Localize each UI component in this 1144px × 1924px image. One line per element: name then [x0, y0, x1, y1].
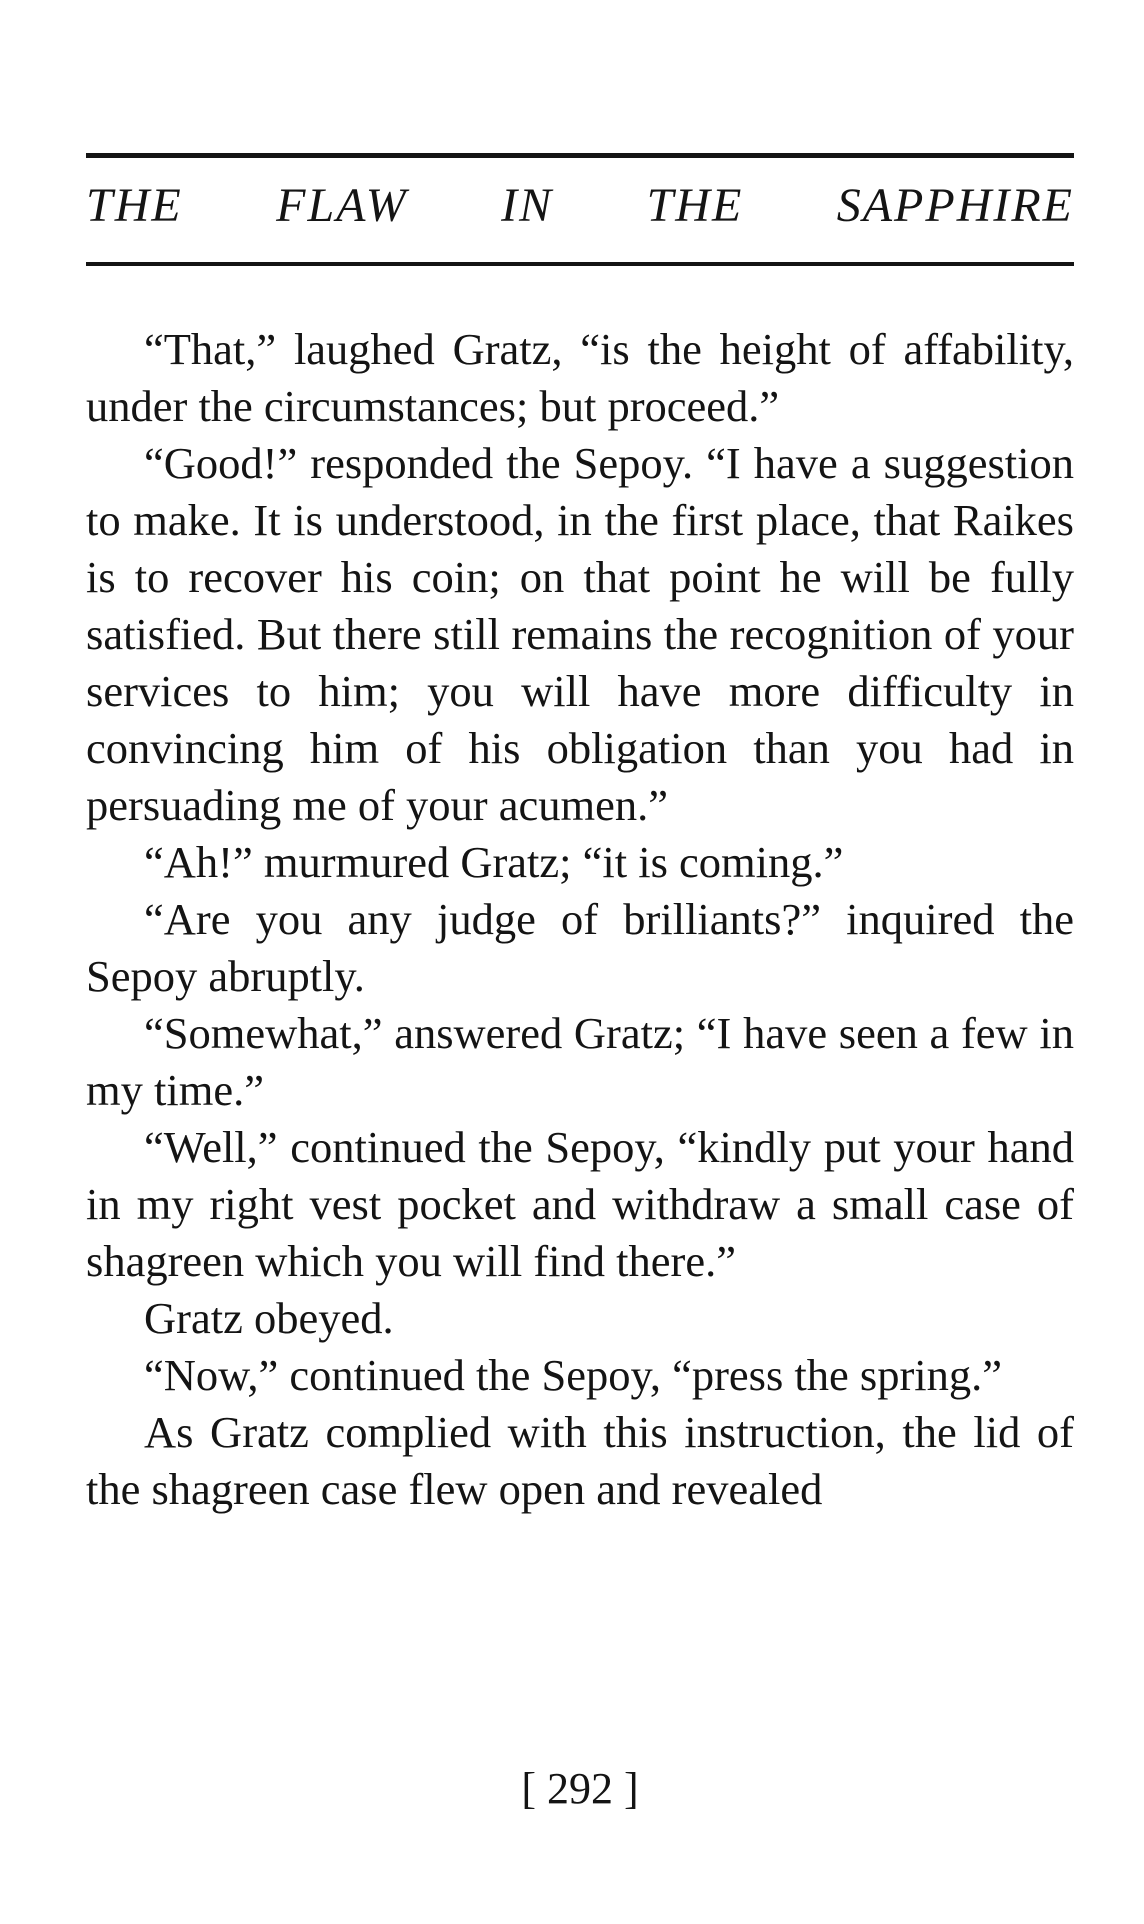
running-head-word: SAPPHIRE — [836, 179, 1074, 232]
header-top-rule — [86, 153, 1074, 158]
paragraph: As Gratz complied with this instruction, the lid of the shagreen case flew open and revealed — [86, 1407, 1074, 1514]
running-head-word: IN — [501, 179, 554, 232]
paragraph: “Now,” continued the Sepoy, “press the spring.” — [144, 1350, 1003, 1400]
paragraph: “Ah!” murmured Gratz; “it is coming.” — [144, 837, 844, 887]
running-head-word: THE — [86, 179, 183, 232]
page-number: [ 292 ] — [521, 1764, 639, 1813]
running-head — [86, 180, 1074, 232]
paragraph: Gratz obeyed. — [144, 1293, 394, 1343]
book-page — [86, 0, 1074, 1924]
paragraph: “Somewhat,” answered Gratz; “I have seen a few in my time.” — [86, 1008, 1074, 1115]
paragraph: “Are you any judge of brilliants?” inquired the Sepoy abruptly. — [86, 894, 1074, 1001]
running-head-word: FLAW — [276, 179, 408, 232]
paragraph: “Good!” responded the Sepoy. “I have a suggestion to make. It is understood, in the first place, that Raikes is to recover his coin; on that point he will be fully satisfied. But there still remains the recognition of your services to him; you will have more difficulty in convincing him of his obligation than you had in persuading me of your acumen.” — [86, 438, 1074, 830]
body-text — [86, 321, 1074, 1518]
paragraph: “Well,” continued the Sepoy, “kindly put your hand in my right vest pocket and withdraw a small case of shagreen which you will find there.” — [86, 1122, 1074, 1286]
header-bottom-rule — [86, 262, 1074, 266]
paragraph: “That,” laughed Gratz, “is the height of affability, under the circumstances; but proceed.” — [86, 324, 1074, 431]
running-head-word: THE — [646, 179, 744, 232]
